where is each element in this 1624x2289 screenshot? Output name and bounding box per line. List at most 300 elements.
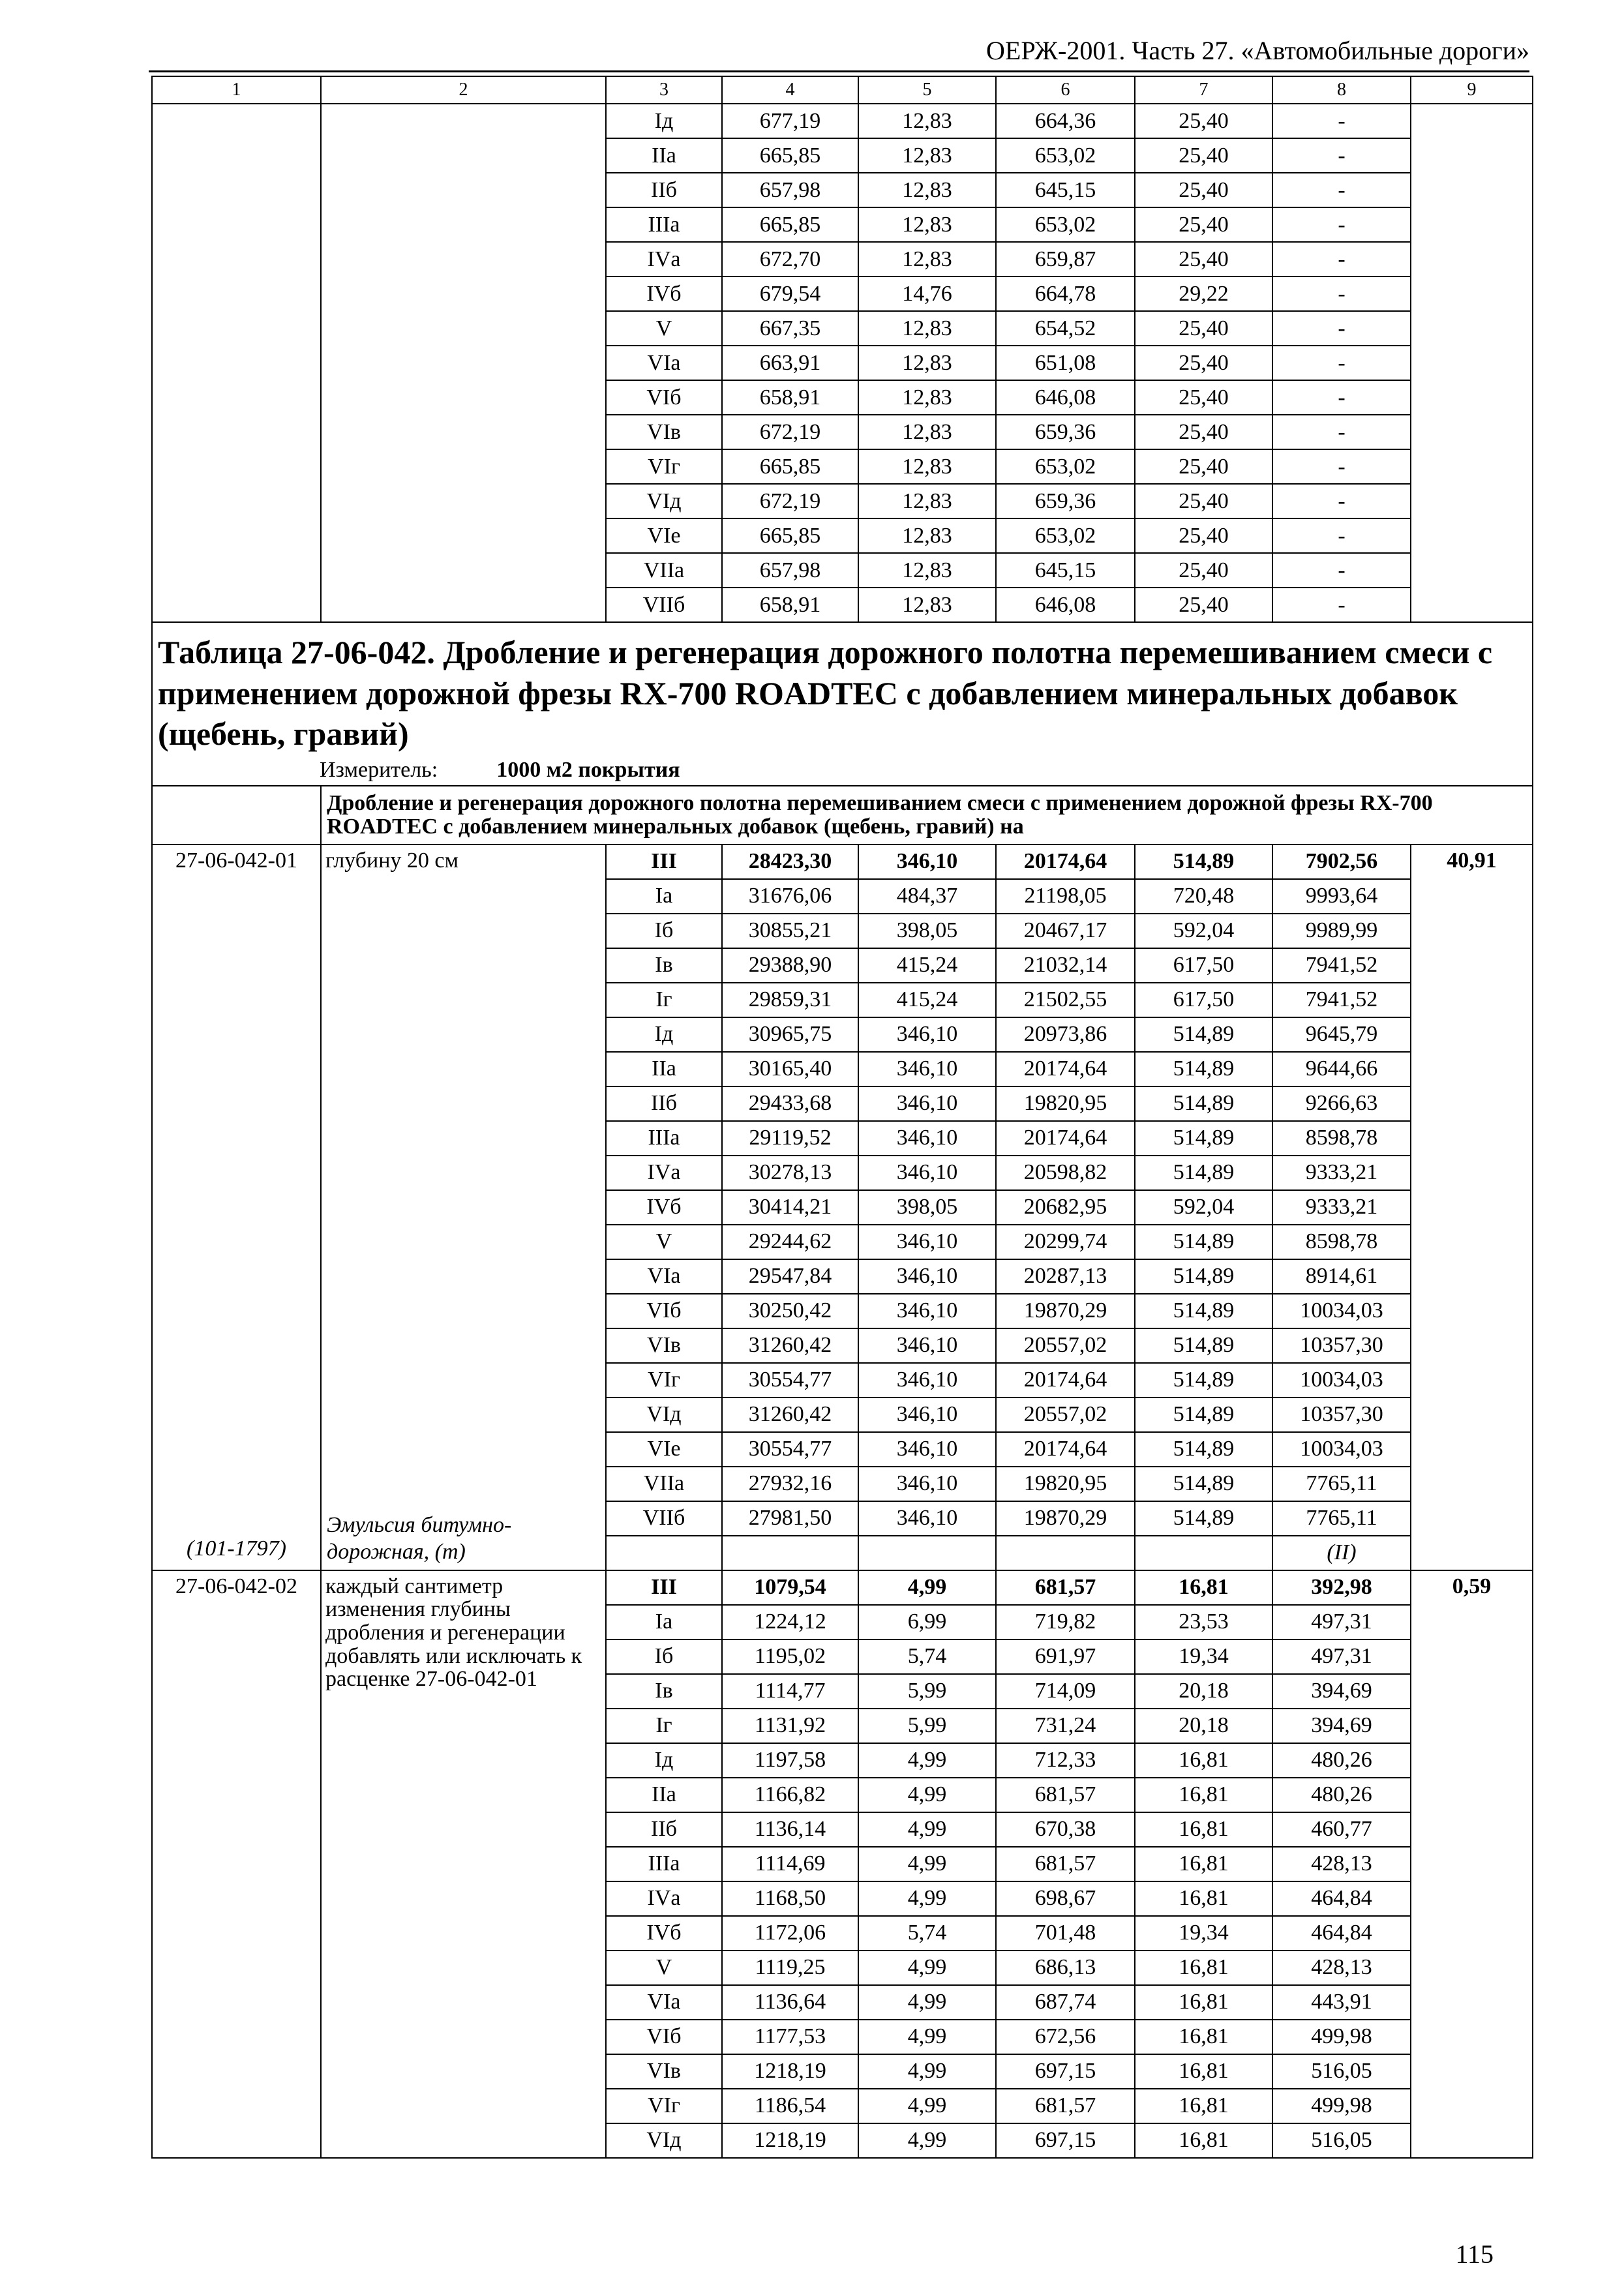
value-cell: 484,37 bbox=[858, 879, 996, 914]
value-cell: - bbox=[1272, 242, 1411, 277]
zone-cell: Iд bbox=[606, 104, 722, 138]
value-cell: 428,13 bbox=[1272, 1951, 1411, 1985]
value-cell: 651,08 bbox=[996, 346, 1135, 380]
zone-cell: VIг bbox=[606, 449, 722, 484]
value-cell: 9333,21 bbox=[1272, 1190, 1411, 1225]
item-description-cell bbox=[321, 845, 606, 1570]
measure-unit: 1000 м2 покрытия bbox=[496, 757, 680, 782]
value-cell: 691,97 bbox=[996, 1639, 1135, 1674]
value-cell: 346,10 bbox=[858, 845, 996, 879]
value-cell: 29119,52 bbox=[722, 1121, 858, 1156]
value-cell: 346,10 bbox=[858, 1328, 996, 1363]
value-cell: 16,81 bbox=[1135, 2089, 1272, 2123]
value-cell: - bbox=[1272, 484, 1411, 518]
value-cell: 346,10 bbox=[858, 1501, 996, 1536]
value-cell: 10034,03 bbox=[1272, 1363, 1411, 1398]
value-cell: 25,40 bbox=[1135, 173, 1272, 207]
value-cell: 658,91 bbox=[722, 588, 858, 622]
zone-cell: III bbox=[606, 845, 722, 879]
value-cell: 346,10 bbox=[858, 1259, 996, 1294]
value-cell: 20174,64 bbox=[996, 1363, 1135, 1398]
zone-cell: IVа bbox=[606, 1156, 722, 1190]
value-cell: 21502,55 bbox=[996, 983, 1135, 1017]
value-cell: 29244,62 bbox=[722, 1225, 858, 1259]
zone-cell: VIа bbox=[606, 346, 722, 380]
value-cell: 4,99 bbox=[858, 1881, 996, 1916]
value-cell: 497,31 bbox=[1272, 1605, 1411, 1639]
value-cell: 658,91 bbox=[722, 380, 858, 415]
value-cell: 394,69 bbox=[1272, 1674, 1411, 1709]
zone-cell: Iб bbox=[606, 914, 722, 948]
value-cell: 25,40 bbox=[1135, 207, 1272, 242]
value-cell: 20598,82 bbox=[996, 1156, 1135, 1190]
value-cell: 654,52 bbox=[996, 311, 1135, 346]
value-cell: 12,83 bbox=[858, 242, 996, 277]
value-cell: 20557,02 bbox=[996, 1398, 1135, 1432]
value-cell: - bbox=[1272, 311, 1411, 346]
value-cell: 12,83 bbox=[858, 138, 996, 173]
value-cell: 617,50 bbox=[1135, 983, 1272, 1017]
value-cell: 6,99 bbox=[858, 1605, 996, 1639]
item-description-cell bbox=[321, 1570, 606, 2158]
column-number: 8 bbox=[1272, 76, 1411, 104]
value-cell: 346,10 bbox=[858, 1432, 996, 1467]
value-cell: 1131,92 bbox=[722, 1709, 858, 1743]
value-cell: 29388,90 bbox=[722, 948, 858, 983]
value-cell: 4,99 bbox=[858, 1570, 996, 1605]
value-cell: 443,91 bbox=[1272, 1985, 1411, 2020]
value-cell: 646,08 bbox=[996, 380, 1135, 415]
value-cell: 20557,02 bbox=[996, 1328, 1135, 1363]
value-cell: 672,19 bbox=[722, 415, 858, 449]
item-code: 27-06-042-02 bbox=[175, 1574, 297, 1598]
value-cell: 1119,25 bbox=[722, 1951, 858, 1985]
table-title-block bbox=[152, 622, 1533, 786]
zone-cell: IIIа bbox=[606, 1847, 722, 1881]
zone-cell: IVб bbox=[606, 1916, 722, 1951]
value-cell: 681,57 bbox=[996, 1847, 1135, 1881]
value-cell: 4,99 bbox=[858, 1778, 996, 1812]
value-cell: 25,40 bbox=[1135, 484, 1272, 518]
value-cell: - bbox=[1272, 104, 1411, 138]
value-cell: 25,40 bbox=[1135, 138, 1272, 173]
value-cell: 19870,29 bbox=[996, 1294, 1135, 1328]
table-title: Таблица 27-06-042. Дробление и регенерация дорожного полотна перемешиванием смеси с применением дорожной фрезы RX-700 ROADTEC с добавлением минеральных добавок (щебень, гравий) bbox=[158, 634, 1493, 752]
value-cell: 653,02 bbox=[996, 138, 1135, 173]
zone-cell: VIIб bbox=[606, 1501, 722, 1536]
zone-cell: IIIа bbox=[606, 1121, 722, 1156]
value-cell: 657,98 bbox=[722, 553, 858, 588]
value-cell: 12,83 bbox=[858, 553, 996, 588]
value-cell: 514,89 bbox=[1135, 1259, 1272, 1294]
value-cell: 663,91 bbox=[722, 346, 858, 380]
column-number: 1 bbox=[152, 76, 321, 104]
value-cell: 30965,75 bbox=[722, 1017, 858, 1052]
column-number-row bbox=[152, 76, 1533, 104]
value-cell: 687,74 bbox=[996, 1985, 1135, 2020]
value-cell: 514,89 bbox=[1135, 1017, 1272, 1052]
value-cell: 28423,30 bbox=[722, 845, 858, 879]
value-cell: - bbox=[1272, 415, 1411, 449]
value-cell: 21198,05 bbox=[996, 879, 1135, 914]
value-cell: 514,89 bbox=[1135, 1467, 1272, 1501]
item-code-cell bbox=[152, 1570, 321, 2158]
value-cell: 1172,06 bbox=[722, 1916, 858, 1951]
value-cell: 20973,86 bbox=[996, 1017, 1135, 1052]
item-code: 27-06-042-01 bbox=[175, 848, 297, 873]
zone-cell: IIб bbox=[606, 1086, 722, 1121]
value-cell: 20,18 bbox=[1135, 1709, 1272, 1743]
value-cell: 12,83 bbox=[858, 207, 996, 242]
value-cell: - bbox=[1272, 588, 1411, 622]
zone-cell: VIа bbox=[606, 1259, 722, 1294]
value-cell: 514,89 bbox=[1135, 1363, 1272, 1398]
value-cell: 1136,64 bbox=[722, 1985, 858, 2020]
value-cell: 4,99 bbox=[858, 1847, 996, 1881]
blank-cell bbox=[152, 786, 321, 844]
value-cell: 516,05 bbox=[1272, 2123, 1411, 2158]
value-cell: 14,76 bbox=[858, 277, 996, 311]
value-cell: 1168,50 bbox=[722, 1881, 858, 1916]
value-cell: 346,10 bbox=[858, 1086, 996, 1121]
value-cell: 12,83 bbox=[858, 104, 996, 138]
column-number: 7 bbox=[1135, 76, 1272, 104]
value-cell: 16,81 bbox=[1135, 1570, 1272, 1605]
value-cell: 10034,03 bbox=[1272, 1432, 1411, 1467]
value-cell: 12,83 bbox=[858, 346, 996, 380]
zone-cell: IVа bbox=[606, 1881, 722, 1916]
zone-cell: IVб bbox=[606, 277, 722, 311]
value-cell: 16,81 bbox=[1135, 2020, 1272, 2054]
value-cell: 514,89 bbox=[1135, 1398, 1272, 1432]
value-cell: 1136,14 bbox=[722, 1812, 858, 1847]
column-number: 9 bbox=[1411, 76, 1533, 104]
value-cell: 29859,31 bbox=[722, 983, 858, 1017]
zone-cell: Iг bbox=[606, 983, 722, 1017]
value-cell: 719,82 bbox=[996, 1605, 1135, 1639]
blank-cell bbox=[152, 104, 321, 622]
value-cell: 4,99 bbox=[858, 2123, 996, 2158]
value-cell: 19,34 bbox=[1135, 1639, 1272, 1674]
value-cell: 20,18 bbox=[1135, 1674, 1272, 1709]
value-cell: 664,78 bbox=[996, 277, 1135, 311]
value-cell: 20467,17 bbox=[996, 914, 1135, 948]
value-cell: 4,99 bbox=[858, 1743, 996, 1778]
value-cell: 514,89 bbox=[1135, 1121, 1272, 1156]
value-cell: 9993,64 bbox=[1272, 879, 1411, 914]
value-cell: 617,50 bbox=[1135, 948, 1272, 983]
value-cell: 460,77 bbox=[1272, 1812, 1411, 1847]
value-cell: 686,13 bbox=[996, 1951, 1135, 1985]
value-cell: 428,13 bbox=[1272, 1847, 1411, 1881]
value-cell: - bbox=[1272, 138, 1411, 173]
zone-cell: VIг bbox=[606, 1363, 722, 1398]
value-cell: 667,35 bbox=[722, 311, 858, 346]
value-cell: 8914,61 bbox=[1272, 1259, 1411, 1294]
value-cell: 394,69 bbox=[1272, 1709, 1411, 1743]
zone-cell: VIд bbox=[606, 484, 722, 518]
value-cell: 653,02 bbox=[996, 449, 1135, 484]
value-cell: 1166,82 bbox=[722, 1778, 858, 1812]
value-cell: 592,04 bbox=[1135, 914, 1272, 948]
value-cell: 346,10 bbox=[858, 1363, 996, 1398]
zone-cell: Iв bbox=[606, 1674, 722, 1709]
value-cell: 29433,68 bbox=[722, 1086, 858, 1121]
value-cell: 19820,95 bbox=[996, 1086, 1135, 1121]
value-cell: 4,99 bbox=[858, 1812, 996, 1847]
column-number: 6 bbox=[996, 76, 1135, 104]
blank-cell bbox=[722, 1536, 858, 1570]
header-rule bbox=[149, 70, 1529, 72]
value-cell: 9989,99 bbox=[1272, 914, 1411, 948]
table-row bbox=[152, 845, 1533, 879]
zone-cell: IVа bbox=[606, 242, 722, 277]
labor-cost-cell: 40,91 bbox=[1411, 845, 1533, 1570]
zone-cell: Iд bbox=[606, 1743, 722, 1778]
zone-cell: IIа bbox=[606, 138, 722, 173]
value-cell: 720,48 bbox=[1135, 879, 1272, 914]
zone-cell: VIд bbox=[606, 1398, 722, 1432]
value-cell: 516,05 bbox=[1272, 2054, 1411, 2089]
value-cell: - bbox=[1272, 380, 1411, 415]
blank-cell bbox=[321, 104, 606, 622]
value-cell: 701,48 bbox=[996, 1916, 1135, 1951]
table-row bbox=[152, 1570, 1533, 1605]
value-cell: 7941,52 bbox=[1272, 948, 1411, 983]
value-cell: 346,10 bbox=[858, 1398, 996, 1432]
value-cell: 659,87 bbox=[996, 242, 1135, 277]
zone-cell: IIа bbox=[606, 1778, 722, 1812]
value-cell: 12,83 bbox=[858, 415, 996, 449]
value-cell: 5,99 bbox=[858, 1709, 996, 1743]
value-cell: 1197,58 bbox=[722, 1743, 858, 1778]
value-cell: 27932,16 bbox=[722, 1467, 858, 1501]
value-cell: 1114,77 bbox=[722, 1674, 858, 1709]
value-cell: 30165,40 bbox=[722, 1052, 858, 1086]
value-cell: 25,40 bbox=[1135, 415, 1272, 449]
value-cell: 16,81 bbox=[1135, 2054, 1272, 2089]
material-grade: (II) bbox=[1272, 1536, 1411, 1570]
value-cell: 29547,84 bbox=[722, 1259, 858, 1294]
value-cell: 12,83 bbox=[858, 173, 996, 207]
value-cell: 25,40 bbox=[1135, 553, 1272, 588]
value-cell: 514,89 bbox=[1135, 1156, 1272, 1190]
value-cell: 697,15 bbox=[996, 2123, 1135, 2158]
value-cell: 20174,64 bbox=[996, 1432, 1135, 1467]
value-cell: 20174,64 bbox=[996, 1121, 1135, 1156]
column-number: 5 bbox=[858, 76, 996, 104]
value-cell: 646,08 bbox=[996, 588, 1135, 622]
value-cell: 31260,42 bbox=[722, 1328, 858, 1363]
value-cell: 657,98 bbox=[722, 173, 858, 207]
zone-cell: IIа bbox=[606, 1052, 722, 1086]
value-cell: 19,34 bbox=[1135, 1916, 1272, 1951]
value-cell: 7941,52 bbox=[1272, 983, 1411, 1017]
value-cell: 1177,53 bbox=[722, 2020, 858, 2054]
value-cell: 497,31 bbox=[1272, 1639, 1411, 1674]
value-cell: 12,83 bbox=[858, 311, 996, 346]
value-cell: 514,89 bbox=[1135, 1052, 1272, 1086]
value-cell: 8598,78 bbox=[1272, 1121, 1411, 1156]
value-cell: 4,99 bbox=[858, 2054, 996, 2089]
value-cell: 30554,77 bbox=[722, 1432, 858, 1467]
material-code: (101-1797) bbox=[187, 1536, 286, 1561]
value-cell: 12,83 bbox=[858, 380, 996, 415]
value-cell: 1218,19 bbox=[722, 2123, 858, 2158]
value-cell: 665,85 bbox=[722, 207, 858, 242]
value-cell: 1195,02 bbox=[722, 1639, 858, 1674]
value-cell: 681,57 bbox=[996, 2089, 1135, 2123]
value-cell: 30278,13 bbox=[722, 1156, 858, 1190]
item-description: каждый сантиметр изменения глубины дробления и регенерации добавлять или исключать к расценке 27-06-042-01 bbox=[325, 1574, 582, 1692]
value-cell: 25,40 bbox=[1135, 104, 1272, 138]
zone-cell: IIIа bbox=[606, 207, 722, 242]
zone-cell: Iа bbox=[606, 1605, 722, 1639]
zone-cell: V bbox=[606, 1225, 722, 1259]
value-cell: 30855,21 bbox=[722, 914, 858, 948]
value-cell: 1224,12 bbox=[722, 1605, 858, 1639]
value-cell: 16,81 bbox=[1135, 1951, 1272, 1985]
value-cell: 25,40 bbox=[1135, 449, 1272, 484]
blank-cell bbox=[1135, 1536, 1272, 1570]
column-number: 2 bbox=[321, 76, 606, 104]
value-cell: 659,36 bbox=[996, 484, 1135, 518]
value-cell: 698,67 bbox=[996, 1881, 1135, 1916]
value-cell: 681,57 bbox=[996, 1570, 1135, 1605]
value-cell: 480,26 bbox=[1272, 1778, 1411, 1812]
zone-cell: IIб bbox=[606, 173, 722, 207]
value-cell: 514,89 bbox=[1135, 1225, 1272, 1259]
value-cell: 346,10 bbox=[858, 1017, 996, 1052]
value-cell: 346,10 bbox=[858, 1225, 996, 1259]
value-cell: 679,54 bbox=[722, 277, 858, 311]
zone-cell: VIе bbox=[606, 1432, 722, 1467]
value-cell: 12,83 bbox=[858, 484, 996, 518]
value-cell: 16,81 bbox=[1135, 1743, 1272, 1778]
value-cell: 16,81 bbox=[1135, 1881, 1272, 1916]
value-cell: 346,10 bbox=[858, 1052, 996, 1086]
value-cell: 9644,66 bbox=[1272, 1052, 1411, 1086]
price-table bbox=[151, 76, 1533, 2159]
value-cell: 20174,64 bbox=[996, 845, 1135, 879]
value-cell: 645,15 bbox=[996, 553, 1135, 588]
value-cell: 464,84 bbox=[1272, 1916, 1411, 1951]
value-cell: 31676,06 bbox=[722, 879, 858, 914]
value-cell: 480,26 bbox=[1272, 1743, 1411, 1778]
blank-cell bbox=[606, 1536, 722, 1570]
material-name: Эмульсия битумно-дорожная, (т) bbox=[327, 1512, 512, 1564]
table-body bbox=[152, 76, 1533, 2158]
zone-cell: VIа bbox=[606, 1985, 722, 2020]
blank-cell bbox=[996, 1536, 1135, 1570]
value-cell: 27981,50 bbox=[722, 1501, 858, 1536]
value-cell: 514,89 bbox=[1135, 845, 1272, 879]
value-cell: 25,40 bbox=[1135, 380, 1272, 415]
value-cell: 5,74 bbox=[858, 1916, 996, 1951]
column-number: 3 bbox=[606, 76, 722, 104]
value-cell: 514,89 bbox=[1135, 1501, 1272, 1536]
value-cell: 670,38 bbox=[996, 1812, 1135, 1847]
value-cell: 714,09 bbox=[996, 1674, 1135, 1709]
zone-cell: V bbox=[606, 1951, 722, 1985]
value-cell: 1114,69 bbox=[722, 1847, 858, 1881]
zone-cell: VIд bbox=[606, 2123, 722, 2158]
value-cell: 464,84 bbox=[1272, 1881, 1411, 1916]
value-cell: 20299,74 bbox=[996, 1225, 1135, 1259]
value-cell: 25,40 bbox=[1135, 518, 1272, 553]
value-cell: 514,89 bbox=[1135, 1432, 1272, 1467]
value-cell: 7902,56 bbox=[1272, 845, 1411, 879]
value-cell: 23,53 bbox=[1135, 1605, 1272, 1639]
measure-line bbox=[320, 758, 1527, 782]
value-cell: 415,24 bbox=[858, 983, 996, 1017]
value-cell: 12,83 bbox=[858, 518, 996, 553]
value-cell: 665,85 bbox=[722, 518, 858, 553]
value-cell: 677,19 bbox=[722, 104, 858, 138]
zone-cell: Iв bbox=[606, 948, 722, 983]
zone-cell: VIв bbox=[606, 415, 722, 449]
value-cell: 9333,21 bbox=[1272, 1156, 1411, 1190]
value-cell: 665,85 bbox=[722, 138, 858, 173]
value-cell: 346,10 bbox=[858, 1156, 996, 1190]
value-cell: 16,81 bbox=[1135, 1812, 1272, 1847]
zone-cell: Iб bbox=[606, 1639, 722, 1674]
value-cell: 25,40 bbox=[1135, 311, 1272, 346]
value-cell: 592,04 bbox=[1135, 1190, 1272, 1225]
value-cell: 16,81 bbox=[1135, 1778, 1272, 1812]
value-cell: 653,02 bbox=[996, 207, 1135, 242]
value-cell: 20174,64 bbox=[996, 1052, 1135, 1086]
value-cell: 1218,19 bbox=[722, 2054, 858, 2089]
value-cell: 30554,77 bbox=[722, 1363, 858, 1398]
value-cell: 8598,78 bbox=[1272, 1225, 1411, 1259]
group-description-row bbox=[152, 786, 1533, 844]
zone-cell: VIв bbox=[606, 2054, 722, 2089]
value-cell: 9266,63 bbox=[1272, 1086, 1411, 1121]
zone-cell: VIб bbox=[606, 380, 722, 415]
value-cell: 681,57 bbox=[996, 1778, 1135, 1812]
value-cell: 7765,11 bbox=[1272, 1467, 1411, 1501]
zone-cell: VIв bbox=[606, 1328, 722, 1363]
value-cell: 672,19 bbox=[722, 484, 858, 518]
zone-cell: VIг bbox=[606, 2089, 722, 2123]
value-cell: - bbox=[1272, 173, 1411, 207]
zone-cell: VIIб bbox=[606, 588, 722, 622]
value-cell: - bbox=[1272, 277, 1411, 311]
value-cell: - bbox=[1272, 207, 1411, 242]
value-cell: 5,74 bbox=[858, 1639, 996, 1674]
zone-cell: V bbox=[606, 311, 722, 346]
value-cell: 1186,54 bbox=[722, 2089, 858, 2123]
value-cell: 697,15 bbox=[996, 2054, 1135, 2089]
value-cell: 4,99 bbox=[858, 1985, 996, 2020]
value-cell: 346,10 bbox=[858, 1294, 996, 1328]
value-cell: 672,56 bbox=[996, 2020, 1135, 2054]
value-cell: 31260,42 bbox=[722, 1398, 858, 1432]
value-cell: 659,36 bbox=[996, 415, 1135, 449]
value-cell: 4,99 bbox=[858, 2089, 996, 2123]
value-cell: 30414,21 bbox=[722, 1190, 858, 1225]
value-cell: 16,81 bbox=[1135, 2123, 1272, 2158]
value-cell: 20287,13 bbox=[996, 1259, 1135, 1294]
value-cell: 653,02 bbox=[996, 518, 1135, 553]
value-cell: 398,05 bbox=[858, 1190, 996, 1225]
table-title-row bbox=[152, 622, 1533, 786]
value-cell: 7765,11 bbox=[1272, 1501, 1411, 1536]
value-cell: 20682,95 bbox=[996, 1190, 1135, 1225]
value-cell: 25,40 bbox=[1135, 242, 1272, 277]
value-cell: 645,15 bbox=[996, 173, 1135, 207]
